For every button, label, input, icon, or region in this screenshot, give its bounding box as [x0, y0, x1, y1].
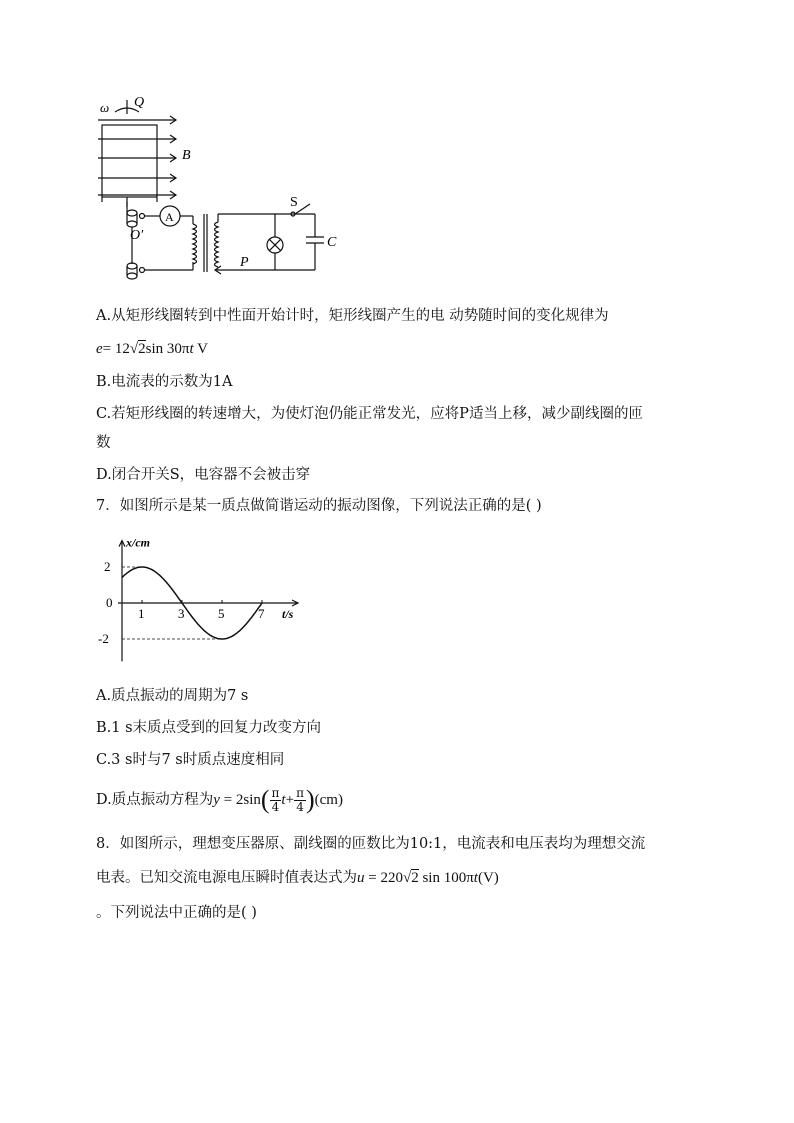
- x-tick-label: 5: [218, 606, 225, 621]
- q6-option-b: B.电流表的示数为1A: [96, 374, 233, 390]
- q6-option-a: A.从矩形线圈转到中性面开始计时，矩形线圈产生的电 动势随时间的变化规律为: [96, 308, 609, 324]
- x-axis-label: t/s: [282, 607, 294, 621]
- y-axis-label: x/cm: [126, 535, 150, 550]
- p-label: P: [240, 255, 249, 270]
- y-tick-label: 2: [104, 559, 111, 574]
- x-tick-label: 3: [178, 606, 185, 621]
- origin-label: 0: [106, 595, 113, 610]
- oscillation-graph: [96, 526, 326, 674]
- q6-option-a-formula: e= 12√2sin 30πt V: [96, 341, 208, 357]
- magnetic-field-lines: [98, 116, 176, 199]
- q8-stem-line3: 。下列说法中正确的是( ): [96, 905, 257, 921]
- o-prime-label: O′: [130, 228, 144, 243]
- slip-ring-top: [127, 210, 137, 216]
- q8-stem-line1: 8．如图所示，理想变压器原、副线圈的匝数比为10:1，电流表和电压表均为理想交流: [96, 836, 646, 852]
- secondary-coil: [215, 222, 219, 267]
- s-label: S: [290, 195, 298, 210]
- ammeter-label: A: [165, 210, 174, 224]
- primary-coil: [193, 224, 197, 264]
- q7-option-c: C.3 s时与7 s时质点速度相同: [96, 752, 285, 768]
- x-tick-label: 1: [138, 606, 145, 621]
- x-tick-label: 7: [258, 606, 265, 621]
- c-label: C: [327, 235, 337, 250]
- q7-stem: 7．如图所示是某一质点做简谐运动的振动图像，下列说法正确的是( ): [96, 498, 542, 514]
- q6-option-c-line2: 数: [96, 435, 111, 451]
- y-tick-label: -2: [98, 631, 109, 646]
- b-label: B: [182, 148, 191, 163]
- q6-option-c-line1: C.若矩形线圈的转速增大，为使灯泡仍能正常发光，应将P适当上移，减少副线圈的匝: [96, 406, 643, 422]
- q7-option-d: D.质点振动方程为y = 2sin( $\frac{\pi}{4}$ t+ $\frac{\pi}{4}$ )(cm): [96, 785, 343, 814]
- q6-option-d: D.闭合开关S，电容器不会被击穿: [96, 467, 311, 483]
- rectangular-coil: [102, 125, 157, 197]
- omega-label: ω: [100, 100, 110, 115]
- q-label: Q: [134, 95, 145, 110]
- q8-stem-line2: 电表。已知交流电源电压瞬时值表达式为u = 220√2 sin 100πt(V): [96, 870, 499, 886]
- q7-option-b: B.1 s末质点受到的回复力改变方向: [96, 720, 322, 736]
- generator-circuit-diagram: [90, 92, 350, 287]
- q7-option-a: A.质点振动的周期为7 s: [96, 688, 249, 704]
